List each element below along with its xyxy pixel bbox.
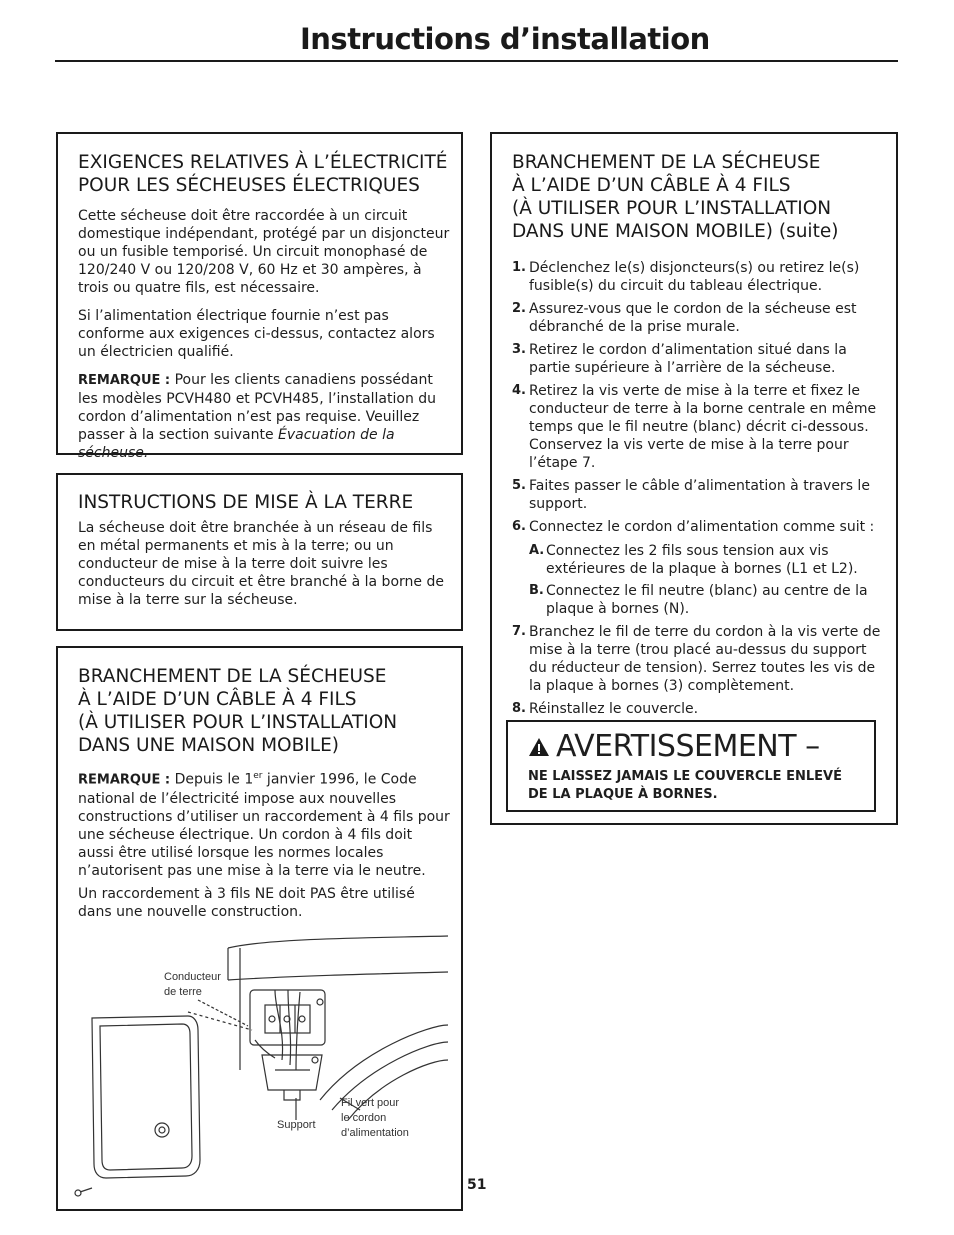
note-label: REMARQUE : [78, 772, 171, 788]
list-item: 6. Connectez le cordon d’alimentation comme suit : A. Connectez les 2 fils sous tension aux vis extérieures de la plaque à bornes (L1 et L2). B. Connectez le fil neutre (blanc) au centre de la plaque à bornes (N). [512, 518, 886, 618]
four-wire-cable-continued-section [490, 132, 898, 825]
warning-icon [528, 737, 550, 757]
installation-steps [512, 259, 886, 718]
warning-heading: AVERTISSEMENT – [528, 730, 862, 764]
warning-box [506, 720, 876, 812]
section-heading: BRANCHEMENT DE LA SÉCHEUSE À L’AIDE D’UN CÂBLE À 4 FILS (À UTILISER POUR L’INSTALLATION DANS UNE MAISON MOBILE) (suite) [512, 152, 839, 242]
warning-text: NE LAISSEZ JAMAIS LE COUVERCLE ENLEVÉ DE LA PLAQUE À BORNES. [528, 769, 842, 802]
paragraph: Cette sécheuse doit être raccordée à un circuit domestique indépendant, protégé par un disjoncteur ou un fusible temporisé. Un circuit monophasé de 120/240 V ou 120/208 V, 60 Hz et 30 ampères, à trois ou quatre fils, est nécessaire. [78, 208, 450, 296]
page-number: 51 [467, 1177, 487, 1193]
list-item: 4. Retirez la vis verte de mise à la terre et fixez le conducteur de terre à la borne centrale en même temps que le fil neutre (blanc) décrit ci-dessous. Conservez la vis verte de mise à la terre pour l’étape 7. [512, 383, 877, 471]
sub-step: B. Connectez le fil neutre (blanc) au centre de la plaque à bornes (N). [529, 583, 868, 617]
list-item: 1. Déclenchez le(s) disjoncteurs(s) ou retirez le(s) fusible(s) du circuit du tableau électrique. [512, 260, 860, 294]
section-heading: EXIGENCES RELATIVES À L’ÉLECTRICITÉ POUR LES SÉCHEUSES ÉLECTRIQUES [78, 152, 448, 196]
electric-requirements-section [56, 132, 463, 461]
section-heading: BRANCHEMENT DE LA SÉCHEUSE À L’AIDE D’UN CÂBLE À 4 FILS (À UTILISER POUR L’INSTALLATION DANS UNE MAISON MOBILE) [78, 666, 398, 756]
list-item: 5. Faites passer le câble d’alimentation à travers le support. [512, 478, 870, 512]
dryer-terminal-drawing [70, 930, 460, 1205]
note: REMARQUE : Pour les clients canadiens possédant les modèles PCVH480 et PCVH485, l’installation du cordon d’alimentation n’est pas requise. Veuillez passer à la section suivante Évacuation de la sécheuse. [78, 372, 437, 461]
list-item: 8. Réinstallez le couvercle. [512, 701, 699, 717]
list-item: 2. Assurez-vous que le cordon de la sécheuse est débranché de la prise murale. [512, 301, 857, 335]
list-item: 3. Retirez le cordon d’alimentation situé dans la partie supérieure à l’arrière de la sécheuse. [512, 342, 847, 376]
note-label: REMARQUE : [78, 373, 171, 388]
grounding-section [56, 473, 463, 631]
green-wire-label: Fil vert pour le cordon d’alimentation [341, 1097, 409, 1139]
sub-step: A. Connectez les 2 fils sous tension aux vis extérieures de la plaque à bornes (L1 et L2). [529, 543, 858, 577]
list-item: 7. Branchez le fil de terre du cordon à la vis verte de mise à la terre (trou placé au-dessus du support du réducteur de tension). Serrez toutes les vis de la plaque à bornes (3) complètement. [512, 624, 881, 694]
section-heading: INSTRUCTIONS DE MISE À LA TERRE [78, 492, 414, 513]
ground-conductor-label: Conducteur de terre [164, 971, 221, 998]
title-rule [55, 60, 898, 62]
page-title: Instructions d’installation [300, 22, 710, 56]
support-label: Support [277, 1119, 316, 1131]
paragraph: Un raccordement à 3 fils NE doit PAS être utilisé dans une nouvelle construction. [78, 885, 415, 920]
note: REMARQUE : Depuis le 1er janvier 1996, le Code national de l’électricité impose aux nouvelles constructions d’utiliser un raccordement à 4 fils pour une sécheuse électrique. Un cordon à 4 fils doit aussi être utilisé lorsque les normes locales n’autorisent pas une mise à la terre via le neutre. [78, 771, 450, 879]
paragraph: Si l’alimentation électrique fournie n’est pas conforme aux exigences ci-dessus, contactez alors un électricien qualifié. [78, 308, 435, 360]
paragraph: La sécheuse doit être branchée à un réseau de fils en métal permanents et mis à la terre; ou un conducteur de mise à la terre doit suivre les conducteurs du circuit et être branché à la borne de mise à la terre sur la sécheuse. [78, 520, 444, 608]
terminal-block-illustration [70, 930, 460, 1205]
